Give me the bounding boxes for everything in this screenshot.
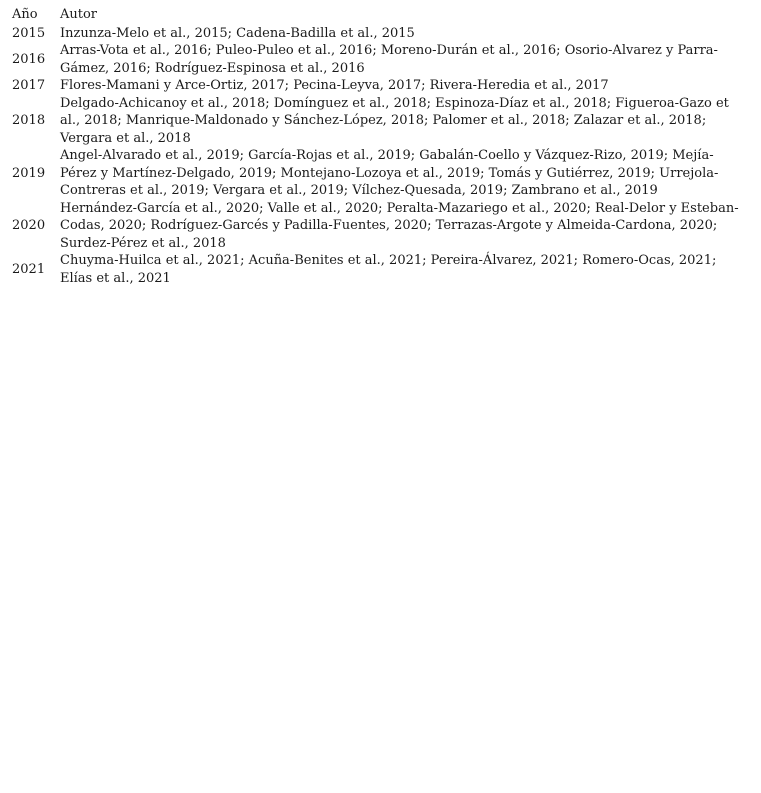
table-body: [8, 25, 753, 288]
table-row: [8, 25, 753, 43]
table-row: [8, 147, 753, 200]
table-row: [8, 77, 753, 95]
author-column-header: Autor: [60, 7, 98, 22]
year-cell: 2021: [12, 261, 46, 277]
authors-cell: Inzunza-Melo et al., 2015; Cadena-Badilla et al., 2015: [60, 25, 415, 41]
authors-cell: Chuyma-Huilca et al., 2021; Acuña-Benites et al., 2021; Pereira-Álvarez, 2021; Romero-Ocas, 2021; Elías et al., 2021: [60, 253, 717, 286]
year-cell: 2016: [12, 51, 46, 67]
authors-cell: Angel-Alvarado et al., 2019; García-Rojas et al., 2019; Gabalán-Coello y Vázquez-Rizo, 2019; Mejía-Pérez y Martínez-Delgado, 2019; Montejano-Lozoya et al., 2019; Tomás y Gutiérrez, 2019; Urrejola-Contreras et al., 2019; Vergara et al., 2019; Vílchez-Quesada, 2019; Zambrano et al., 2019: [60, 148, 719, 198]
year-cell: 2020: [12, 218, 46, 233]
authors-cell: Flores-Mamani y Arce-Ortiz, 2017; Pecina-Leyva, 2017; Rivera-Heredia et al., 2017: [60, 78, 609, 93]
authors-cell: Hernández-García et al., 2020; Valle et al., 2020; Peralta-Mazariego et al., 2020; Real-Delor y Esteban-Codas, 2020; Rodríguez-Garcés y Padilla-Fuentes, 2020; Terrazas-Argote y Almeida-Cardona, 2020; Surdez-Pérez et al., 2018: [60, 200, 739, 251]
year-column-header: Año: [12, 7, 38, 22]
table-row: [8, 200, 753, 253]
table-row: [8, 42, 753, 77]
year-cell: 2017: [12, 78, 46, 93]
year-cell: 2018: [12, 113, 46, 128]
authors-cell: Arras-Vota et al., 2016; Puleo-Puleo et al., 2016; Moreno-Durán et al., 2016; Osorio-Alvarez y Parra-Gámez, 2016; Rodríguez-Espinosa et al., 2016: [60, 43, 718, 76]
authors-by-year-table: [8, 6, 753, 287]
table-header: [8, 6, 753, 25]
authors-cell: Delgado-Achicanoy et al., 2018; Domínguez et al., 2018; Espinoza-Díaz et al., 2018; Figueroa-Gazo et al., 2018; Manrique-Maldonado y Sánchez-López, 2018; Palomer et al., 2018; Zalazar et al., 2018; Vergara et al., 2018: [60, 95, 729, 146]
header-row: [8, 6, 753, 25]
year-cell: 2019: [12, 165, 46, 181]
document-page: [0, 0, 761, 287]
year-cell: 2015: [12, 25, 46, 41]
table-row: [8, 252, 753, 287]
table-row: [8, 95, 753, 148]
